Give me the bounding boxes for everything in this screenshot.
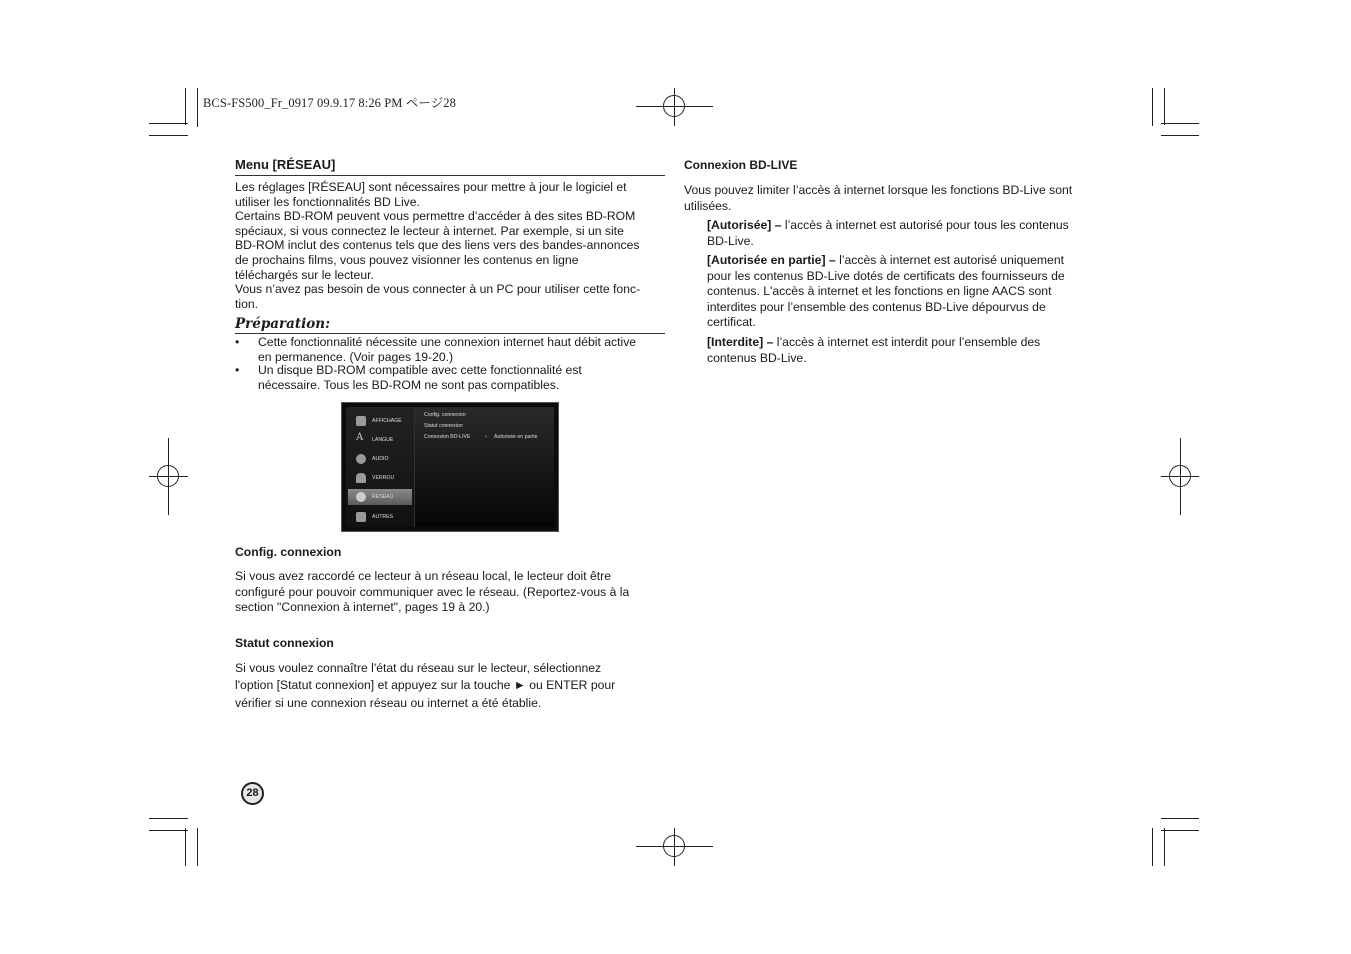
bdlive-intro-line: utilisées. [684, 198, 732, 213]
option-text: l’accès à internet est autorisé pour tous les contenus [781, 218, 1069, 232]
config-paragraph [235, 569, 675, 616]
setup-menu-sidebar [346, 407, 415, 527]
intro-line: BD-ROM inclut des contenus tels que des liens vers des bandes-annonces [235, 238, 640, 253]
intro-line: Vous n’avez pas besoin de vous connecter à un PC pour utiliser cette fonc- [235, 282, 641, 297]
bullet-line: nécessaire. Tous les BD-ROM ne sont pas compatibles. [258, 377, 560, 392]
intro-line: téléchargés sur le lecteur. [235, 267, 374, 282]
bullet-line: Cette fonctionnalité nécessite une connexion internet haut débit active [258, 335, 637, 349]
network-icon [356, 492, 366, 502]
statut-line: l'option [Statut connexion] et appuyez sur la touche ► ou ENTER pour [235, 677, 616, 692]
statut-line: vérifier si une connexion réseau ou internet a été établie. [235, 696, 542, 710]
setup-menu-screenshot [341, 402, 559, 532]
menu-item-audio: AUDIO [348, 451, 412, 467]
intro-line: Certains BD-ROM peuvent vous permettre d’accéder à des sites BD-ROM [235, 209, 636, 224]
bullet-item [235, 335, 675, 365]
bullet-item [235, 363, 675, 393]
bdlive-heading: Connexion BD-LIVE [684, 158, 798, 172]
option-autorisee-en-partie [707, 253, 1117, 331]
bullet-line: Un disque BD-ROM compatible avec cette fonctionnalité est [258, 363, 582, 377]
heading-divider [235, 175, 665, 176]
option-autorisee [707, 218, 1117, 249]
intro-line: utiliser les fonctionnalités BD Live. [235, 194, 420, 209]
bdlive-intro [684, 183, 1124, 214]
config-line: section "Connexion à internet", pages 19 à 20.) [235, 600, 490, 614]
option-text: contenus. L'accès à internet et les fonctions en ligne AACS sont [707, 284, 1052, 298]
option-label: [Interdite] – [707, 335, 774, 349]
statut-paragraph [235, 660, 675, 712]
config-connexion-heading: Config. connexion [235, 545, 342, 559]
screen-option: Config. connexion [424, 412, 466, 418]
statut-connexion-heading: Statut connexion [235, 636, 334, 650]
intro-paragraph [235, 180, 675, 311]
screen-option: Statut connexion [424, 423, 463, 429]
config-line: configuré pour pouvoir communiquer avec le réseau. (Reportez-vous à la [235, 584, 630, 599]
option-label: [Autorisée] – [707, 218, 782, 232]
language-icon: A [356, 432, 364, 443]
page-number: 28 [241, 782, 264, 805]
others-icon [356, 512, 366, 522]
menu-heading: Menu [RÉSEAU] [235, 157, 336, 172]
menu-item-affichage: AFFICHAGE [348, 413, 412, 429]
lock-icon [356, 473, 366, 483]
intro-line: de prochains films, vous pouvez visionner les contenus en ligne [235, 252, 579, 267]
option-label: [Autorisée en partie] – [707, 253, 836, 267]
bullet-dot: • [235, 335, 240, 349]
audio-icon [356, 454, 366, 464]
option-text: BD-Live. [707, 233, 754, 248]
menu-item-verrou: VERROU [348, 470, 412, 486]
bdlive-intro-line: Vous pouvez limiter l’accès à internet lorsque les fonctions BD-Live sont [684, 183, 1073, 197]
display-icon [356, 416, 366, 426]
option-text: l’accès à internet est autorisé uniquement [835, 253, 1064, 267]
screen-option-arrow: › [485, 434, 487, 440]
preparation-divider [235, 333, 665, 334]
bullet-dot: • [235, 363, 240, 377]
option-text: interdites pour l’ensemble des contenus BD-Live dépourvus de [707, 299, 1046, 314]
option-text: contenus BD-Live. [707, 350, 807, 365]
intro-line: Les réglages [RÉSEAU] sont nécessaires pour mettre à jour le logiciel et [235, 180, 627, 194]
preparation-heading: Préparation: [235, 316, 331, 332]
bullet-line: en permanence. (Voir pages 19-20.) [258, 349, 454, 364]
screen-option-value: Autorisée en partie [494, 434, 538, 440]
option-text: certificat. [707, 315, 756, 329]
option-text: pour les contenus BD-Live dotés de certificats des fournisseurs de [707, 268, 1065, 283]
intro-line: tion. [235, 296, 259, 311]
screen-option: Connexion BD-LIVE [424, 434, 471, 440]
print-header: BCS-FS500_Fr_0917 09.9.17 8:26 PM ページ28 [203, 96, 456, 110]
option-interdite [707, 335, 1117, 366]
config-line: Si vous avez raccordé ce lecteur à un réseau local, le lecteur doit être [235, 569, 611, 583]
menu-item-reseau: RÉSEAU [348, 489, 412, 505]
menu-item-langue: A LANGUE [356, 432, 394, 443]
option-text: l’accès à internet est interdit pour l’ensemble des [773, 335, 1041, 349]
menu-item-autres: AUTRES [348, 509, 412, 525]
intro-line: spéciaux, si vous connectez le lecteur à internet. Par exemple, si un site [235, 223, 624, 238]
statut-line: Si vous voulez connaître l'état du réseau sur le lecteur, sélectionnez [235, 661, 602, 675]
